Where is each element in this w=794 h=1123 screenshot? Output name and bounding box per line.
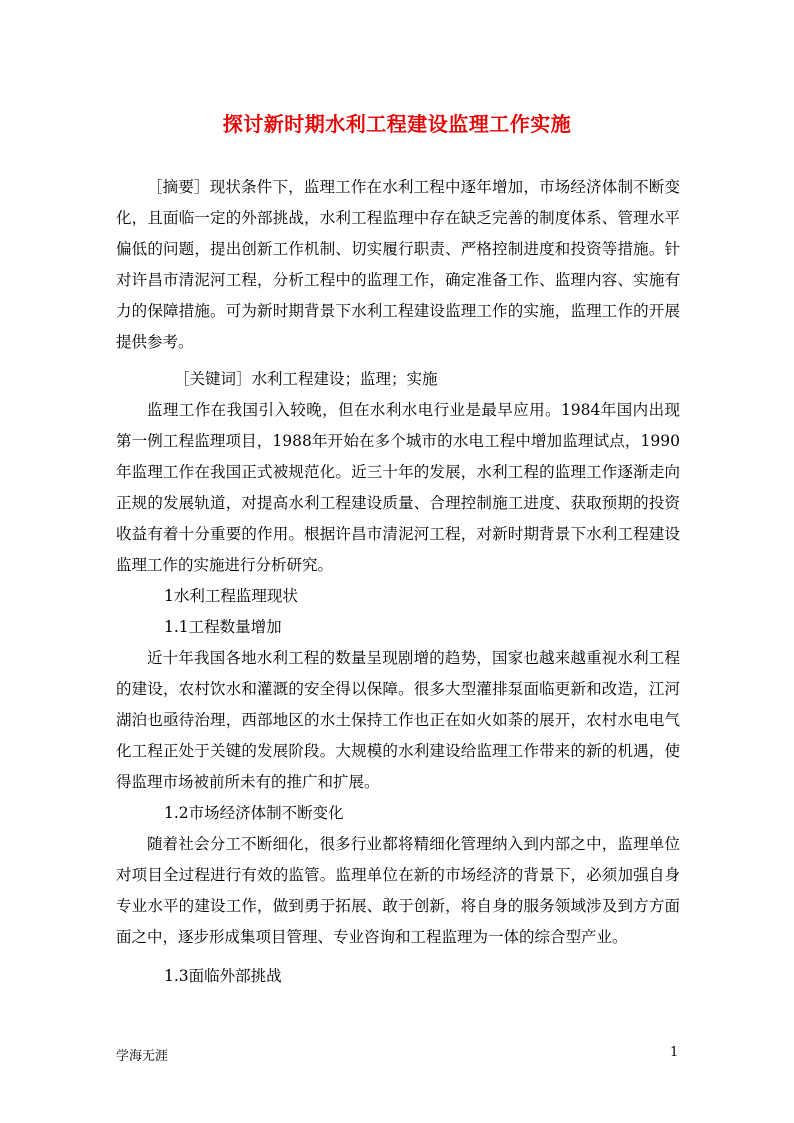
- abstract-paragraph: ［摘要］现状条件下，监理工作在水利工程中逐年增加，市场经济体制不断变化，且面临一定的外部挑战，水利工程监理中存在缺乏完善的制度体系、管理水平偏低的问题，提出创新工作机制、切实履行职责、严格控制进度和投资等措施。针对许昌市清泥河工程，分析工程中的监理工作，确定准备工作、监理内容、实施有力的保障措施。可为新时期背景下水利工程建设监理工作的实施，监理工作的开展提供参考。: [116, 178, 680, 351]
- intro-block: [116, 395, 680, 581]
- keywords-line: ［关键词］水利工程建设；监理；实施: [174, 370, 438, 388]
- section-heading-1-1: 1.1工程数量增加: [164, 618, 282, 636]
- section-heading-1-3: 1.3面临外部挑战: [164, 967, 282, 985]
- section-1-2-paragraph: 随着社会分工不断细化，很多行业都将精细化管理纳入到内部之中，监理单位对项目全过程进行有效的监管。监理单位在新的市场经济的背景下，必须加强自身专业水平的建设工作，做到勇于拓展、敢于创新，将自身的服务领域涉及到方方面面之中，逐步形成集项目管理、专业咨询和工程监理为一体的综合型产业。: [116, 835, 680, 946]
- section-1-1-paragraph: 近十年我国各地水利工程的数量呈现剧增的趋势，国家也越来越重视水利工程的建设，农村饮水和灌溉的安全得以保障。很多大型灌排泵面临更新和改造，江河湖泊也亟待治理，西部地区的水土保持工作也正在如火如荼的展开，农村水电电气化工程正处于关键的发展阶段。大规模的水利建设给监理工作带来的新的机遇，使得监理市场被前所未有的推广和扩展。: [116, 649, 680, 791]
- intro-paragraph: 监理工作在我国引入较晚，但在水利水电行业是最早应用。1984年国内出现第一例工程监理项目，1988年开始在多个城市的水电工程中增加监理试点，1990年监理工作在我国正式被规范化。近三十年的发展，水利工程的监理工作逐渐走向正规的发展轨道，对提高水利工程建设质量、合理控制施工进度、获取预期的投资收益有着十分重要的作用。根据许昌市清泥河工程，对新时期背景下水利工程建设监理工作的实施进行分析研究。: [116, 401, 680, 574]
- footer-text: 学海无涯: [116, 1049, 169, 1064]
- section-heading-1: 1水利工程监理现状: [164, 587, 298, 605]
- section-1-block: [116, 581, 680, 992]
- keywords-block: [116, 364, 680, 395]
- document-title: 探讨新时期水利工程建设监理工作实施: [222, 112, 572, 136]
- abstract-block: [116, 172, 680, 358]
- section-heading-1-2: 1.2市场经济体制不断变化: [164, 804, 344, 822]
- page-number: 1: [670, 1045, 679, 1060]
